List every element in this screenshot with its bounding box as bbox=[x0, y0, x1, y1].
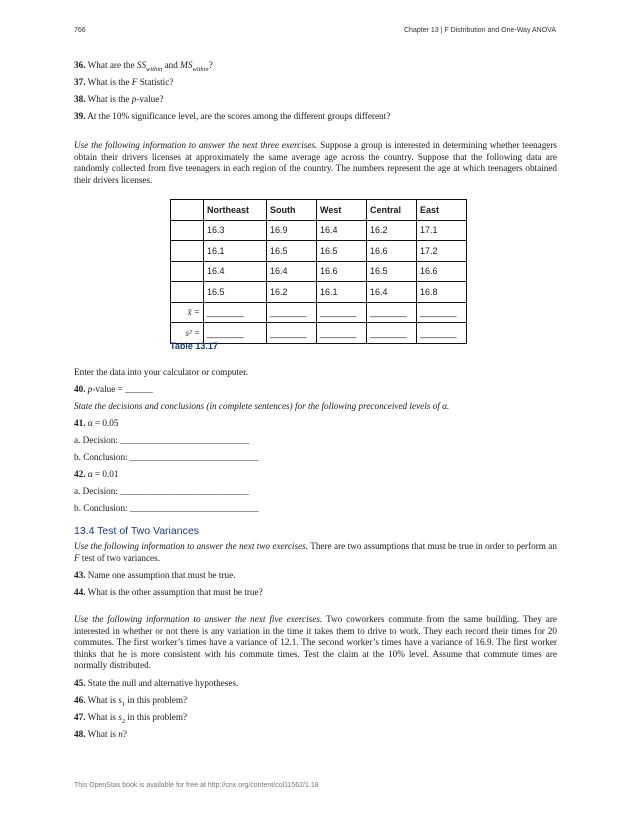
exercise-36: 36. What are the $SS_{within}$ and $MS_{within}$? bbox=[74, 60, 213, 73]
table-cell: 16.1 bbox=[317, 282, 367, 303]
table-cell: 16.1 bbox=[204, 241, 267, 262]
blank-cell: ________ bbox=[267, 323, 317, 344]
exercise-44: 44. What is the other assumption that must be true? bbox=[74, 587, 263, 597]
enter-data-text: Enter the data into your calculator or computer. bbox=[74, 367, 248, 377]
col-header: South bbox=[267, 200, 317, 221]
table-cell: 16.4 bbox=[367, 282, 417, 303]
table-cell: 17.1 bbox=[417, 220, 467, 241]
blank-cell: ________ bbox=[417, 302, 467, 323]
exercise-42-decision: a. Decision: ____________________________ bbox=[74, 486, 249, 496]
table-row bbox=[171, 241, 467, 262]
table-cell: 16.5 bbox=[267, 241, 317, 262]
table-cell: 16.4 bbox=[267, 261, 317, 282]
exercise-46: 46. What is $s_1$ in this problem? bbox=[74, 695, 188, 708]
intro-paragraph-2: Use the following information to answer the next two exercises. There are two assumptions that must be true in order to perform an F test of two variances. bbox=[74, 541, 557, 563]
exercise-37: 37. What is the F Statistic? bbox=[74, 77, 174, 87]
intro-paragraph-3: Use the following information to answer the next five exercises. Two coworkers commute from the same building. They are interested in whether or not there is any variation in the time it takes them to drive to work. They each record their times for 20 commutes. The first worker’s times have a variance of 12.1. The second worker’s times have a variance of 16.9. The first worker thinks that he is more consistent with his commute times. Test the claim at the 10% level. Assume that commute times are normally distributed. bbox=[74, 614, 557, 670]
blank-cell: ________ bbox=[367, 323, 417, 344]
intro-paragraph-1: Use the following information to answer the next three exercises. Suppose a group is interested in determining whether teenagers obtain their drivers licenses at approximately the same average age across the country. Suppose that the following data are randomly collected from five teenagers in each region of the country. The numbers represent the age at which teenagers obtained their drivers licenses. bbox=[74, 140, 557, 185]
table-row-variance bbox=[171, 323, 467, 344]
footer-note: This OpenStax book is available for free at http://cnx.org/content/col11562/1.18 bbox=[74, 782, 319, 789]
exercise-42-conclusion: b. Conclusion: ____________________________ bbox=[74, 503, 259, 513]
table-cell: 16.2 bbox=[367, 220, 417, 241]
table-row bbox=[171, 261, 467, 282]
exercise-45: 45. State the null and alternative hypotheses. bbox=[74, 678, 239, 688]
table-row-mean bbox=[171, 302, 467, 323]
table-caption: Table 13.17 bbox=[170, 341, 218, 351]
table-cell: 16.2 bbox=[267, 282, 317, 303]
col-header: East bbox=[417, 200, 467, 221]
table-cell: 17.2 bbox=[417, 241, 467, 262]
decision-instructions: State the decisions and conclusions (in complete sentences) for the following preconceived levels of α. bbox=[74, 401, 450, 411]
exercise-41-decision: a. Decision: ____________________________ bbox=[74, 435, 249, 445]
table-cell: 16.6 bbox=[317, 261, 367, 282]
page-number: 766 bbox=[74, 27, 86, 34]
table-cell: 16.5 bbox=[317, 241, 367, 262]
table-cell: 16.4 bbox=[317, 220, 367, 241]
table-cell: 16.6 bbox=[417, 261, 467, 282]
blank-cell: ________ bbox=[417, 323, 467, 344]
exercise-41-conclusion: b. Conclusion: ____________________________ bbox=[74, 452, 259, 462]
col-header: Northeast bbox=[204, 200, 267, 221]
col-header: West bbox=[317, 200, 367, 221]
blank-cell: ________ bbox=[204, 302, 267, 323]
variance-label: s² = bbox=[171, 323, 204, 344]
exercise-48: 48. What is n? bbox=[74, 729, 127, 739]
table-header-row bbox=[171, 200, 467, 221]
chapter-title: Chapter 13 | F Distribution and One-Way ANOVA bbox=[404, 27, 556, 34]
blank-cell: ________ bbox=[317, 302, 367, 323]
table-cell: 16.8 bbox=[417, 282, 467, 303]
section-title: 13.4 Test of Two Variances bbox=[74, 525, 199, 537]
exercise-39: 39. At the 10% significance level, are the scores among the different groups different? bbox=[74, 111, 391, 121]
exercise-42: 42. α = 0.01 bbox=[74, 469, 119, 479]
col-header: Central bbox=[367, 200, 417, 221]
exercise-43: 43. Name one assumption that must be true. bbox=[74, 570, 236, 580]
exercise-40: 40. p-value = ______ bbox=[74, 384, 153, 394]
exercise-41: 41. α = 0.05 bbox=[74, 418, 119, 428]
table-row bbox=[171, 220, 467, 241]
table-row bbox=[171, 282, 467, 303]
exercise-38: 38. What is the p-value? bbox=[74, 94, 164, 104]
blank-cell: ________ bbox=[204, 323, 267, 344]
mean-label: x̄ = bbox=[171, 302, 204, 323]
blank-cell: ________ bbox=[267, 302, 317, 323]
blank-cell: ________ bbox=[367, 302, 417, 323]
table-cell: 16.5 bbox=[204, 282, 267, 303]
table-cell: 16.3 bbox=[204, 220, 267, 241]
table-cell: 16.9 bbox=[267, 220, 317, 241]
table-cell: 16.5 bbox=[367, 261, 417, 282]
table-cell: 16.4 bbox=[204, 261, 267, 282]
age-data-table bbox=[170, 199, 467, 344]
table-cell: 16.6 bbox=[367, 241, 417, 262]
blank-cell: ________ bbox=[317, 323, 367, 344]
exercise-47: 47. What is $s_2$ in this problem? bbox=[74, 712, 188, 725]
